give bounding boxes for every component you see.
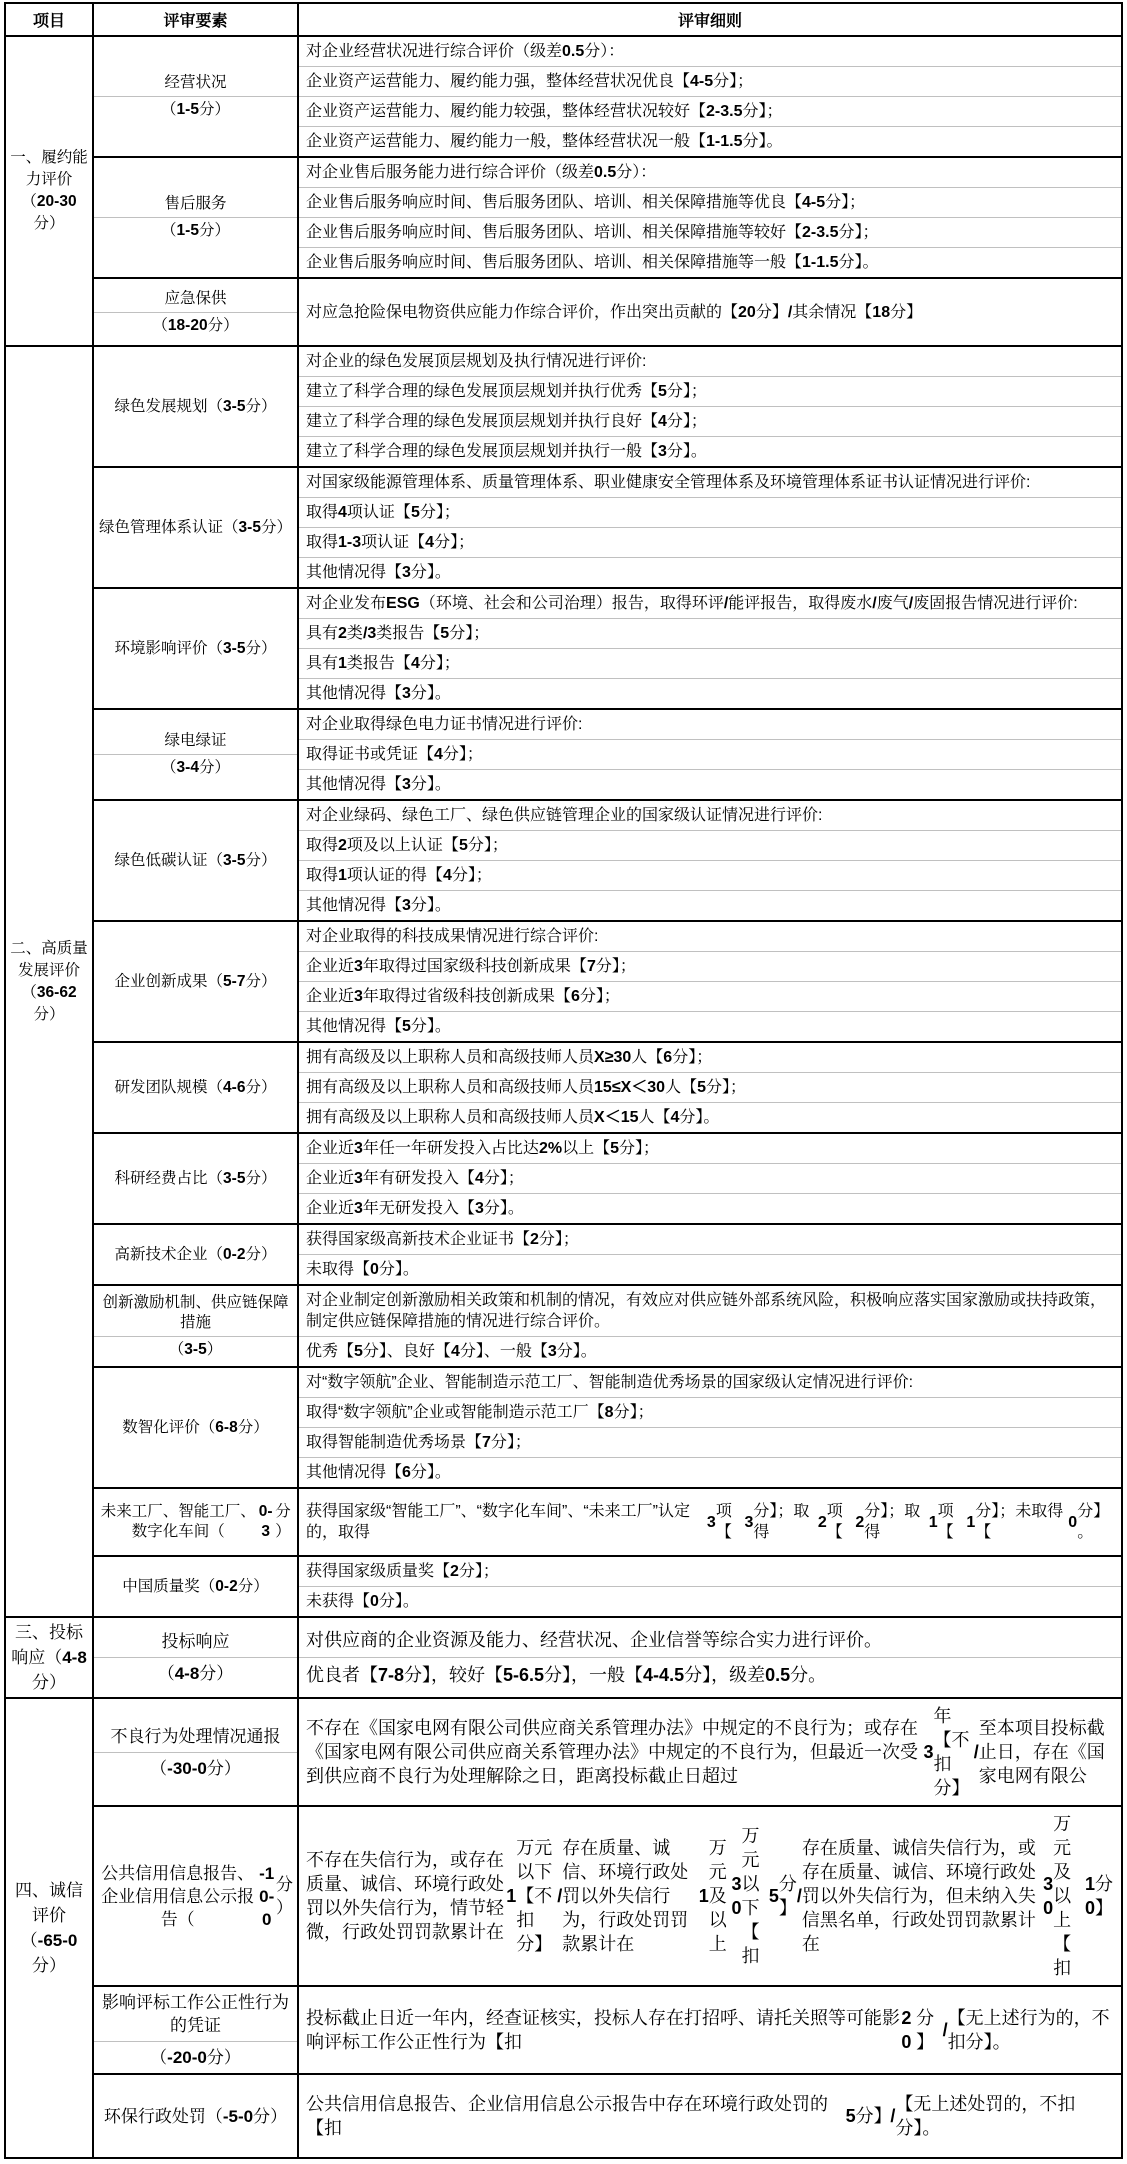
detail-line: 具有 2 类 /3 类报告【 5 分】； bbox=[299, 619, 1121, 649]
element-details-cell bbox=[298, 709, 1122, 800]
detail-line: 对应急抢险保电物资供应能力作综合评价，作出突出贡献的【 20 分】 / 其余情况【 18 分】 bbox=[306, 303, 923, 321]
ascii-run: 5 bbox=[697, 1079, 706, 1096]
ascii-run: -5-0 bbox=[222, 2106, 254, 2126]
element-name-cell bbox=[93, 588, 298, 709]
element-name-line: 科研经费占比（ 3-5 分） bbox=[114, 1169, 277, 1187]
element-name-line: （ 4-8 分） bbox=[157, 1664, 234, 1683]
element-row bbox=[5, 1556, 1122, 1617]
section-1 bbox=[5, 36, 1122, 346]
detail-line: 获得国家级质量奖【 2 分】； bbox=[299, 1557, 1121, 1587]
ascii-run: 20 bbox=[901, 2008, 912, 2052]
ascii-run: 3 bbox=[474, 1200, 484, 1217]
ascii-run: 3-5 bbox=[223, 851, 246, 869]
detail-line: 企业近 3 年取得过省级科技创新成果【 6 分】； bbox=[299, 982, 1121, 1012]
ascii-run: 3 bbox=[354, 958, 363, 975]
ascii-run: 4 bbox=[338, 504, 347, 521]
element-name-line: 公共信用信息报告、企业信用信息公示报告（ -10-0 分） bbox=[101, 1863, 293, 1929]
element-name-cell bbox=[93, 1133, 298, 1224]
element-details-cell bbox=[298, 1556, 1122, 1617]
ascii-run: 3 bbox=[402, 564, 411, 581]
element-name-line: 绿电绿证 bbox=[94, 728, 297, 755]
ascii-run: 3 bbox=[354, 988, 363, 1005]
ascii-run: 3-5 bbox=[184, 1340, 207, 1358]
element-details-cell bbox=[298, 1698, 1122, 1806]
element-row bbox=[5, 1133, 1122, 1224]
element-row bbox=[5, 157, 1122, 278]
ascii-run: 4 bbox=[450, 1343, 460, 1360]
ascii-run: X≥30 bbox=[594, 1049, 632, 1066]
ascii-run: 5 bbox=[440, 625, 450, 642]
detail-line: 获得国家级“智能工厂”、“数字化车间”、“未来工厂”认定的，取得 3 项【 3 分】；取得 2 项【 2 分】；取得 1 项【 1 分】；未取得【 0 分】。 bbox=[306, 1503, 1102, 1541]
ascii-run: 3 bbox=[402, 897, 411, 914]
element-name-line: 高新技术企业（ 0-2 分） bbox=[114, 1245, 277, 1263]
element-name-line: 中国质量奖（ 0-2 分） bbox=[122, 1577, 269, 1595]
ascii-run: 36-62 bbox=[36, 983, 77, 1001]
element-row bbox=[5, 1698, 1122, 1806]
ascii-run: 30 bbox=[731, 1874, 742, 1918]
ascii-run: 6 bbox=[402, 1464, 411, 1481]
element-name-line: 应急保供 bbox=[94, 286, 297, 313]
detail-line: 不存在《国家电网有限公司供应商关系管理办法》中规定的不良行为；或存在《国家电网有限公司供应商关系管理办法》中规定的不良行为，但最近一次受到供应商不良行为处理解除之日，距离投标截止日超过 3 年【不扣分】 / 至本项目投标截止日，存在《国家电网有限公 bbox=[306, 1706, 1105, 1798]
ascii-run: 5 bbox=[610, 1140, 619, 1157]
element-name-cell bbox=[93, 1806, 298, 1986]
ascii-run: 2 bbox=[338, 837, 347, 854]
detail-line: 投标截止日近一年内，经查证核实，投标人存在打招呼、请托关照等可能影响评标工作公正性行为【扣 20 分】 / 【无上述行为的，不扣分】。 bbox=[306, 2008, 1110, 2052]
ascii-run: 3-5 bbox=[223, 1169, 246, 1187]
ascii-run: 2 bbox=[855, 1513, 865, 1531]
detail-line: 对企业经营状况进行综合评价（级差 0.5 分）： bbox=[299, 37, 1121, 67]
element-details-cell bbox=[298, 921, 1122, 1042]
detail-line: 企业售后服务响应时间、售后服务团队、培训、相关保障措施等一般【 1-1.5 分】。 bbox=[306, 254, 879, 271]
element-row bbox=[5, 36, 1122, 157]
detail-line: 对企业的绿色发展顶层规划及执行情况进行评价: bbox=[299, 347, 1121, 377]
table-header bbox=[5, 3, 1122, 36]
detail-line: 优良者【 7-8 分】，较好【 5-6.5 分】，一般【 4-4.5 分】，级差 0.5 分。 bbox=[306, 1665, 827, 1685]
element-row bbox=[5, 467, 1122, 588]
element-row bbox=[5, 346, 1122, 467]
ascii-run: / bbox=[908, 595, 914, 612]
element-name-cell bbox=[93, 709, 298, 800]
element-name-cell bbox=[93, 1617, 298, 1698]
detail-line: 企业近 3 年任一年研发投入占比达 2% 以上【 5 分】； bbox=[299, 1134, 1121, 1164]
ascii-run: 20-30 bbox=[36, 193, 77, 210]
detail-line: 对企业取得绿色电力证书情况进行评价: bbox=[299, 710, 1121, 740]
detail-line: 获得国家级高新技术企业证书【 2 分】； bbox=[299, 1225, 1121, 1255]
element-details-cell bbox=[298, 1617, 1122, 1698]
ascii-run: 4 bbox=[442, 867, 452, 884]
ascii-run: / bbox=[787, 303, 793, 321]
detail-line: 建立了科学合理的绿色发展顶层规划并执行优秀【 5 分】； bbox=[299, 377, 1121, 407]
ascii-run: 5 bbox=[354, 1343, 363, 1360]
element-row bbox=[5, 921, 1122, 1042]
detail-line: 对企业取得的科技成果情况进行综合评价: bbox=[299, 922, 1121, 952]
element-name-line: 环境影响评价（ 3-5 分） bbox=[114, 639, 277, 657]
detail-line: 拥有高级及以上职称人员和高级技师人员 X＜15 人【 4 分】。 bbox=[306, 1109, 720, 1126]
ascii-run: 3 bbox=[923, 1742, 934, 1762]
element-row bbox=[5, 800, 1122, 921]
ascii-run: 2 bbox=[450, 1563, 459, 1580]
element-name-cell bbox=[93, 1986, 298, 2074]
element-details-cell bbox=[298, 36, 1122, 157]
ascii-run: 8 bbox=[604, 1404, 614, 1421]
element-details-cell bbox=[298, 1806, 1122, 1986]
element-details-cell bbox=[298, 800, 1122, 921]
ascii-run: / bbox=[890, 2106, 896, 2126]
header-cell-factor: 评审要素 bbox=[93, 3, 298, 36]
detail-line: 企业资产运营能力、履约能力较强，整体经营状况较好【 2-3.5 分】； bbox=[299, 97, 1121, 127]
ascii-run: 7 bbox=[482, 1434, 491, 1451]
detail-line: 企业近 3 年无研发投入【 3 分】。 bbox=[306, 1200, 524, 1217]
detail-line: 其他情况得【 3 分】。 bbox=[306, 776, 451, 793]
detail-line: 企业资产运营能力、履约能力强，整体经营状况优良【 4-5 分】； bbox=[299, 67, 1121, 97]
ascii-run: 1-5 bbox=[176, 101, 199, 118]
ascii-run: 15≤X＜30 bbox=[594, 1079, 666, 1096]
detail-line: 取得 4 项认证【 5 分】； bbox=[299, 498, 1121, 528]
element-name-cell bbox=[93, 1698, 298, 1806]
detail-line: 建立了科学合理的绿色发展顶层规划并执行良好【 4 分】； bbox=[299, 407, 1121, 437]
ascii-run: 10 bbox=[1084, 1874, 1095, 1918]
ascii-run: 1 bbox=[338, 867, 347, 884]
detail-line: 公共信用信息报告、企业信用信息公示报告中存在环境行政处罚的【扣 5 分】 / 【无上述处罚的，不扣分】。 bbox=[306, 2094, 1076, 2138]
section-2 bbox=[5, 346, 1122, 1617]
detail-line: 对企业售后服务能力进行综合评价（级差 0.5 分）： bbox=[299, 158, 1121, 188]
element-details-cell bbox=[298, 588, 1122, 709]
element-name-line: （ -20-0 分） bbox=[150, 2048, 241, 2067]
element-details-cell bbox=[298, 1488, 1122, 1556]
detail-line: 其他情况得【 3 分】。 bbox=[306, 685, 451, 702]
ascii-run: 7 bbox=[586, 958, 596, 975]
ascii-run: -10-0 bbox=[259, 1863, 275, 1929]
ascii-run: 0.5 bbox=[562, 43, 585, 60]
ascii-run: 3 bbox=[547, 1343, 557, 1360]
ascii-run: 2-3.5 bbox=[706, 103, 743, 120]
element-name-cell bbox=[93, 1367, 298, 1488]
element-details-cell bbox=[298, 1367, 1122, 1488]
element-name-cell bbox=[93, 921, 298, 1042]
ascii-run: 1-1.5 bbox=[706, 133, 743, 150]
detail-line: 优秀【 5 分】、良好【 4 分】、一般【 3 分】。 bbox=[306, 1343, 597, 1360]
element-name-line: 绿色管理体系认证（ 3-5 分） bbox=[99, 518, 292, 536]
detail-line: 具有 1 类报告【 4 分】； bbox=[299, 649, 1121, 679]
ascii-run: 3 bbox=[354, 1140, 363, 1157]
ascii-run: 6-8 bbox=[215, 1418, 238, 1436]
ascii-run: 5 bbox=[410, 504, 420, 521]
element-details-cell bbox=[298, 1042, 1122, 1133]
detail-line: 未取得【 0 分】。 bbox=[306, 1261, 419, 1278]
element-details-cell bbox=[298, 346, 1122, 467]
element-name-cell bbox=[93, 2074, 298, 2158]
element-row bbox=[5, 1488, 1122, 1556]
section-title-cell: 四、诚信评价（-65-0分） bbox=[5, 1698, 93, 2158]
detail-line: 对企业制定创新激励相关政策和机制的情况，有效应对供应链外部系统风险，积极响应落实国家激励或扶持政策，制定供应链保障措施的情况进行综合评价。 bbox=[299, 1286, 1121, 1337]
element-row bbox=[5, 1617, 1122, 1698]
element-name-cell bbox=[93, 36, 298, 157]
ascii-run: 5 bbox=[845, 2106, 856, 2126]
ascii-run: 3-4 bbox=[176, 759, 199, 776]
ascii-run: 4 bbox=[658, 413, 667, 430]
element-name-line: （ 3-4 分） bbox=[161, 759, 230, 776]
element-row bbox=[5, 588, 1122, 709]
element-name-line: （ -30-0 分） bbox=[150, 1758, 241, 1778]
element-name-cell bbox=[93, 157, 298, 278]
ascii-run: 4 bbox=[434, 746, 443, 763]
element-row bbox=[5, 1285, 1122, 1367]
ascii-run: 3 bbox=[402, 776, 411, 793]
ascii-run: 1 bbox=[338, 655, 347, 672]
ascii-run: 3-5 bbox=[238, 518, 261, 536]
element-details-cell bbox=[298, 1133, 1122, 1224]
header-row bbox=[5, 3, 1122, 36]
ascii-run: 30 bbox=[1043, 1874, 1054, 1918]
element-row bbox=[5, 709, 1122, 800]
ascii-run: 0 bbox=[1068, 1513, 1078, 1531]
ascii-run: -30-0 bbox=[167, 1758, 207, 1778]
ascii-run: 1 bbox=[698, 1886, 709, 1906]
detail-line: 其他情况得【 3 分】。 bbox=[306, 564, 451, 581]
ascii-run: 3-5 bbox=[223, 397, 246, 415]
header-cell-rule: 评审细则 bbox=[298, 3, 1122, 36]
ascii-run: 2 bbox=[817, 1513, 827, 1531]
ascii-run: 3 bbox=[658, 443, 667, 460]
element-name-line: 企业创新成果（ 5-7 分） bbox=[114, 972, 277, 990]
element-name-cell bbox=[93, 278, 298, 346]
detail-line: 其他情况得【 5 分】。 bbox=[306, 1018, 451, 1035]
ascii-run: 2-3.5 bbox=[802, 224, 839, 241]
element-name-line: 不良行为处理情况通报 bbox=[94, 1721, 297, 1753]
element-name-cell bbox=[93, 1488, 298, 1556]
element-name-line: 数智化评价（ 6-8 分） bbox=[122, 1418, 269, 1436]
ascii-run: /3 bbox=[362, 625, 377, 642]
criteria-table bbox=[4, 2, 1123, 2159]
element-row bbox=[5, 1367, 1122, 1488]
ascii-run: / bbox=[796, 1886, 802, 1906]
element-row bbox=[5, 1806, 1122, 1986]
ascii-run: / bbox=[723, 595, 729, 612]
ascii-run: 3 bbox=[706, 1513, 716, 1531]
ascii-run: 1-3 bbox=[338, 534, 362, 551]
ascii-run: 0-3 bbox=[258, 1503, 273, 1540]
element-name-line: 影响评标工作公正性行为的凭证 bbox=[94, 1987, 297, 2042]
ascii-run: 2% bbox=[538, 1140, 563, 1157]
ascii-run: 4-5 bbox=[802, 194, 826, 211]
ascii-run: 4-6 bbox=[223, 1078, 246, 1096]
element-name-line: 投标响应 bbox=[94, 1626, 297, 1658]
ascii-run: 1-1.5 bbox=[802, 254, 839, 271]
detail-line: 取得 1 项认证的得【 4 分】； bbox=[299, 861, 1121, 891]
ascii-run: -20-0 bbox=[167, 2048, 207, 2067]
element-details-cell bbox=[298, 278, 1122, 346]
element-name-cell bbox=[93, 1042, 298, 1133]
ascii-run: 1-5 bbox=[176, 222, 199, 239]
ascii-run: 5 bbox=[402, 1018, 411, 1035]
ascii-run: 3 bbox=[744, 1513, 754, 1531]
ascii-run: 20 bbox=[738, 303, 756, 321]
detail-line: 企业售后服务响应时间、售后服务团队、培训、相关保障措施等优良【 4-5 分】； bbox=[299, 188, 1121, 218]
ascii-run: 3 bbox=[354, 1200, 363, 1217]
element-name-line: （ 3-5 ） bbox=[168, 1340, 223, 1358]
element-name-cell bbox=[93, 346, 298, 467]
element-name-line: 绿色低碳认证（ 3-5 分） bbox=[114, 851, 277, 869]
ascii-run: 4-4.5 bbox=[643, 1665, 685, 1685]
ascii-run: 1 bbox=[506, 1886, 517, 1906]
ascii-run: / bbox=[557, 1886, 563, 1906]
ascii-run: 4 bbox=[425, 534, 435, 551]
ascii-run: 0 bbox=[370, 1261, 379, 1278]
detail-line: 拥有高级及以上职称人员和高级技师人员 15≤X＜30 人【 5 分】； bbox=[299, 1073, 1121, 1103]
element-name-cell bbox=[93, 1556, 298, 1617]
element-name-line: 未来工厂、智能工厂、数字化车间（ 0-3 分） bbox=[100, 1503, 291, 1540]
ascii-run: 6 bbox=[570, 988, 580, 1005]
element-row bbox=[5, 1986, 1122, 2074]
detail-line: 取得 1-3 项认证【 4 分】； bbox=[299, 528, 1121, 558]
ascii-run: ESG bbox=[386, 595, 420, 612]
element-name-line: 经营状况 bbox=[94, 70, 297, 97]
ascii-run: 1 bbox=[928, 1513, 938, 1531]
ascii-run: 3 bbox=[354, 1170, 363, 1187]
ascii-run: 0 bbox=[370, 1593, 379, 1610]
ascii-run: 0.5 bbox=[765, 1665, 791, 1685]
detail-line: 对企业绿码、绿色工厂、绿色供应链管理企业的国家级认证情况进行评价: bbox=[299, 801, 1121, 831]
ascii-run: 4-8 bbox=[174, 1664, 200, 1683]
ascii-run: 5 bbox=[458, 837, 468, 854]
ascii-run: 4 bbox=[410, 655, 420, 672]
section-title-cell: 二、高质量发展评价（36-62分） bbox=[5, 346, 93, 1617]
detail-line: 不存在失信行为，或存在质量、诚信、环境行政处罚以外失信行为，情节轻微，行政处罚罚款累计在 1 万元以下【不扣分】 / 存在质量、诚信、环境行政处罚以外失信行为，行政处罚罚款累计在 1 万元及以上 30 万元以下【扣 5 分】 / 存在质量、诚信失信行为，或存在质量、诚信、环境行政处罚以外失信行为，但未纳入失信黑名单，行政处罚罚款累计在 30 万元及以上【扣 10 分】 bbox=[306, 1814, 1113, 1978]
detail-line: 对企业发布 ESG （环境、社会和公司治理）报告，取得环评 / 能评报告，取得废水 / 废气 / 废固报告情况进行评价: bbox=[299, 589, 1121, 619]
element-name-line: 绿色发展规划（ 3-5 分） bbox=[114, 397, 277, 415]
ascii-run: 3 bbox=[402, 685, 411, 702]
element-name-line: （ 1-5 分） bbox=[161, 222, 230, 239]
ascii-run: 5-7 bbox=[223, 972, 246, 990]
detail-line: 企业近 3 年有研发投入【 4 分】； bbox=[299, 1164, 1121, 1194]
element-name-line: 创新激励机制、供应链保障措施 bbox=[94, 1290, 297, 1337]
element-name-line: （ 18-20 分） bbox=[152, 316, 239, 334]
element-row bbox=[5, 278, 1122, 346]
ascii-run: X＜15 bbox=[594, 1109, 639, 1126]
ascii-run: / bbox=[942, 2020, 948, 2040]
ascii-run: 5-6.5 bbox=[503, 1665, 545, 1685]
detail-line: 取得 2 项及以上认证【 5 分】； bbox=[299, 831, 1121, 861]
section-title-cell: 一、履约能力评价（20-30分） bbox=[5, 36, 93, 346]
ascii-run: 0-2 bbox=[223, 1245, 246, 1263]
element-name-cell bbox=[93, 800, 298, 921]
ascii-run: 0-2 bbox=[215, 1577, 238, 1595]
ascii-run: 6 bbox=[663, 1049, 673, 1066]
ascii-run: 5 bbox=[658, 383, 667, 400]
ascii-run: 18-20 bbox=[167, 316, 208, 334]
ascii-run: 18 bbox=[872, 303, 891, 321]
detail-line: 取得智能制造优秀场景【 7 分】； bbox=[299, 1428, 1121, 1458]
ascii-run: 4-5 bbox=[690, 73, 714, 90]
element-name-line: （ 1-5 分） bbox=[161, 101, 230, 118]
detail-line: 企业售后服务响应时间、售后服务团队、培训、相关保障措施等较好【 2-3.5 分】； bbox=[299, 218, 1121, 248]
ascii-run: 2 bbox=[338, 625, 347, 642]
element-row bbox=[5, 1042, 1122, 1133]
section-3 bbox=[5, 1617, 1122, 1698]
ascii-run: 4 bbox=[670, 1109, 680, 1126]
detail-line: 未获得【 0 分】。 bbox=[306, 1593, 419, 1610]
element-name-cell bbox=[93, 1224, 298, 1285]
header-cell-project: 项目 bbox=[5, 3, 93, 36]
section-4 bbox=[5, 1698, 1122, 2158]
ascii-run: 3-5 bbox=[223, 639, 246, 657]
detail-line: 企业近 3 年取得过国家级科技创新成果【 7 分】； bbox=[299, 952, 1121, 982]
element-name-line: 研发团队规模（ 4-6 分） bbox=[114, 1078, 277, 1096]
ascii-run: -65-0 bbox=[37, 1931, 78, 1950]
detail-line: 拥有高级及以上职称人员和高级技师人员 X≥30 人【 6 分】； bbox=[299, 1043, 1121, 1073]
element-name-line: 售后服务 bbox=[94, 191, 297, 218]
element-name-line: 环保行政处罚（ -5-0 分） bbox=[103, 2106, 288, 2126]
element-details-cell bbox=[298, 157, 1122, 278]
element-details-cell bbox=[298, 1986, 1122, 2074]
ascii-run: 0.5 bbox=[594, 164, 617, 181]
detail-line: 其他情况得【 6 分】。 bbox=[306, 1464, 451, 1481]
element-details-cell bbox=[298, 467, 1122, 588]
element-row bbox=[5, 1224, 1122, 1285]
detail-line: 对“数字领航”企业、智能制造示范工厂、智能制造优秀场景的国家级认定情况进行评价: bbox=[299, 1368, 1121, 1398]
ascii-run: 7-8 bbox=[378, 1665, 405, 1685]
ascii-run: 2 bbox=[530, 1231, 539, 1248]
detail-line: 建立了科学合理的绿色发展顶层规划并执行一般【 3 分】。 bbox=[306, 443, 707, 460]
ascii-run: 4 bbox=[474, 1170, 484, 1187]
detail-line: 对供应商的企业资源及能力、经营状况、企业信誉等综合实力进行评价。 bbox=[299, 1623, 1121, 1658]
ascii-run: / bbox=[973, 1742, 979, 1762]
detail-line: 企业资产运营能力、履约能力一般，整体经营状况一般【 1-1.5 分】。 bbox=[306, 133, 783, 150]
ascii-run: / bbox=[872, 595, 877, 612]
ascii-run: 5 bbox=[768, 1886, 779, 1906]
detail-line: 其他情况得【 3 分】。 bbox=[306, 897, 451, 914]
detail-line: 取得证书或凭证【 4 分】； bbox=[299, 740, 1121, 770]
detail-line: 对国家级能源管理体系、质量管理体系、职业健康安全管理体系及环境管理体系证书认证情况进行评价: bbox=[299, 468, 1121, 498]
detail-line: 取得“数字领航”企业或智能制造示范工厂【 8 分】； bbox=[299, 1398, 1121, 1428]
element-details-cell bbox=[298, 1285, 1122, 1367]
element-details-cell bbox=[298, 1224, 1122, 1285]
section-title-cell: 三、投标响应（4-8分） bbox=[5, 1617, 93, 1698]
ascii-run: 4-8 bbox=[62, 1648, 87, 1667]
element-name-cell bbox=[93, 1285, 298, 1367]
element-name-cell bbox=[93, 467, 298, 588]
ascii-run: 1 bbox=[966, 1513, 976, 1531]
element-row bbox=[5, 2074, 1122, 2158]
element-details-cell bbox=[298, 2074, 1122, 2158]
